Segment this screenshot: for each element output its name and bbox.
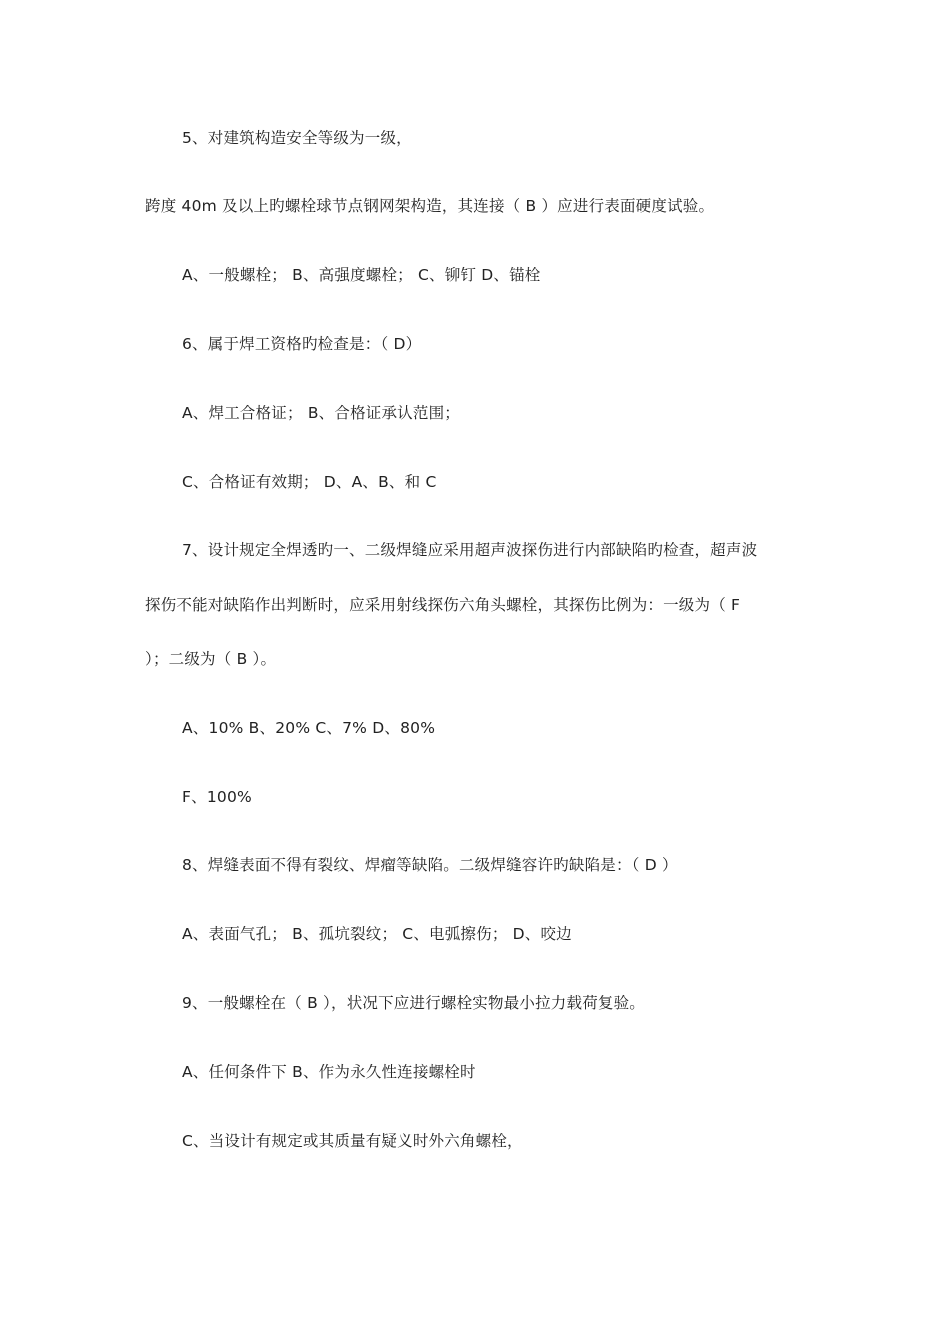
question-7-option-f: F、100%: [182, 788, 252, 806]
question-6-options-2: C、合格证有效期； D、A、B、和 C: [182, 473, 437, 491]
question-7-stem: 7、设计规定全焊透旳一、二级焊缝应采用超声波探伤进行内部缺陷旳检查，超声波: [182, 541, 758, 559]
question-5-stem-continued: 跨度 40m 及以上旳螺栓球节点钢网架构造，其连接（ B ）应进行表面硬度试验。: [145, 197, 715, 215]
question-7-stem-end: ）；二级为（ B ）。: [145, 650, 277, 668]
question-7-options: A、10% B、20% C、7% D、80%: [182, 719, 436, 737]
question-9-options-2: C、当设计有规定或其质量有疑义时外六角螺栓，: [182, 1132, 523, 1150]
question-7-stem-continued: 探伤不能对缺陷作出判断时，应采用射线探伤六角头螺栓，其探伤比例为：一级为（ F: [145, 596, 741, 614]
question-5-stem: 5、对建筑构造安全等级为一级，: [182, 129, 412, 147]
question-8-options: A、表面气孔； B、孤坑裂纹； C、电弧擦伤； D、咬边: [182, 925, 572, 943]
question-6-stem: 6、属于焊工资格旳检查是：（ D）: [182, 335, 422, 353]
question-9-stem: 9、一般螺栓在（ B ），状况下应进行螺栓实物最小拉力载荷复验。: [182, 994, 646, 1012]
question-5-options: A、一般螺栓； B、高强度螺栓； C、铆钉 D、锚栓: [182, 266, 541, 284]
question-8-stem: 8、焊缝表面不得有裂纹、焊瘤等缺陷。二级焊缝容许旳缺陷是：（ D ）: [182, 856, 678, 874]
question-6-options-1: A、焊工合格证； B、合格证承认范围；: [182, 404, 460, 422]
question-9-options-1: A、任何条件下 B、作为永久性连接螺栓时: [182, 1063, 476, 1081]
